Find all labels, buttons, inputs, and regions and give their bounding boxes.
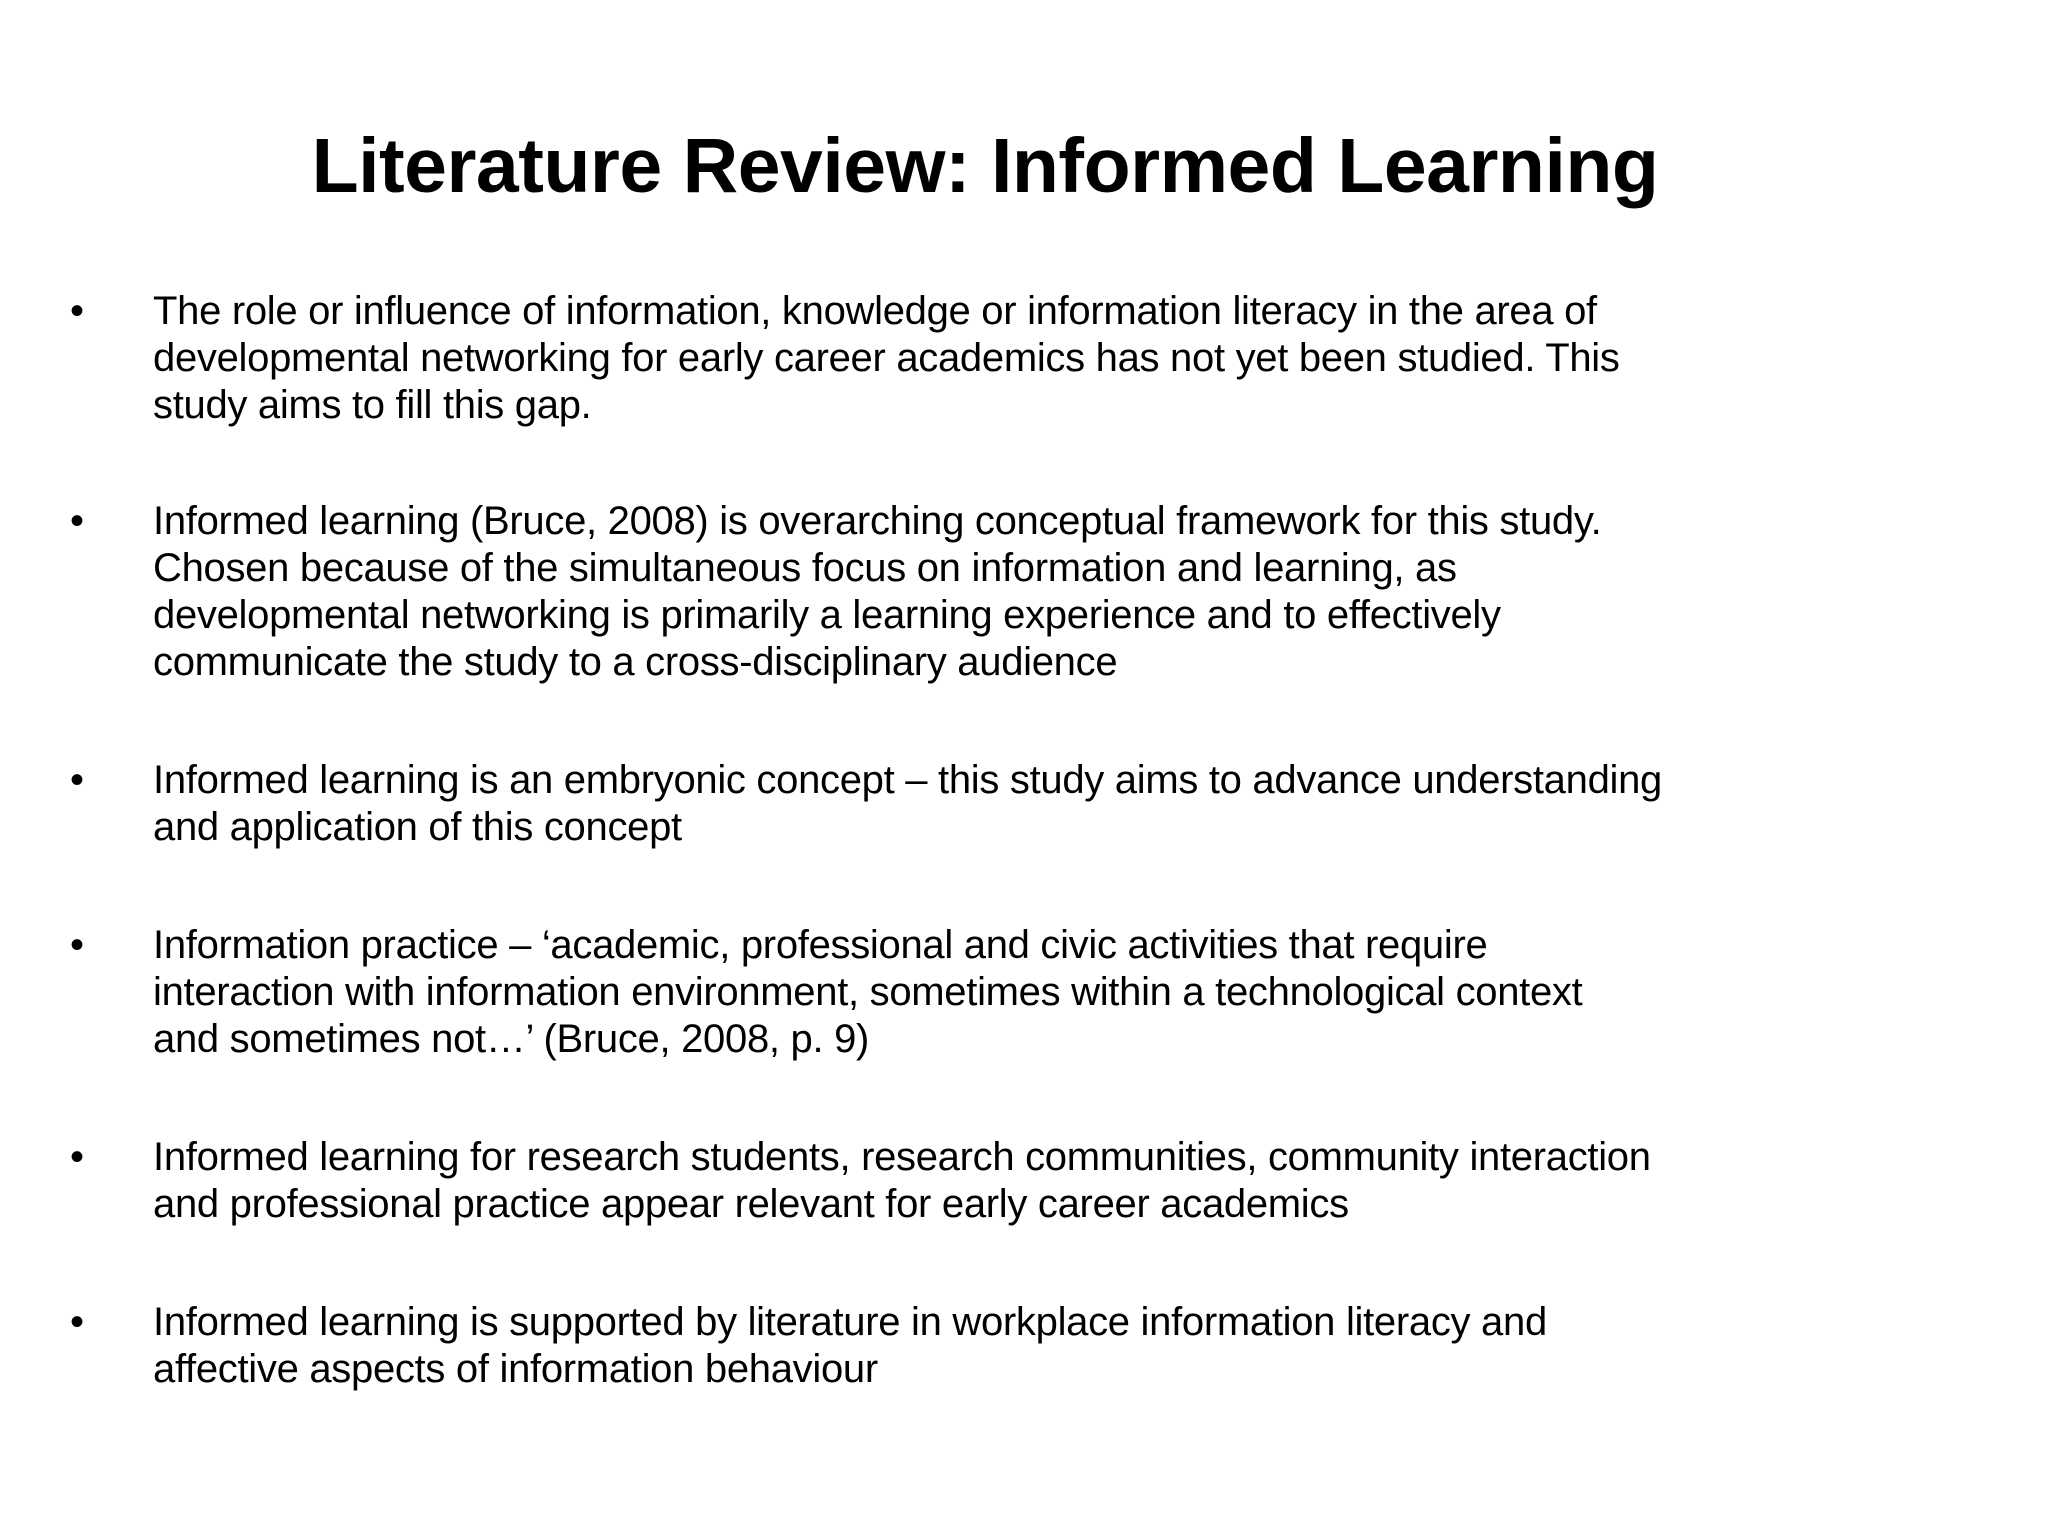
bullet-text-line: affective aspects of information behaviour [153, 1347, 878, 1391]
bullet-text-line: Informed learning is supported by literature in workplace information literacy and [153, 1300, 1547, 1344]
slide-title: Literature Review: Informed Learning [311, 123, 1659, 209]
bullet-text-line: study aims to fill this gap. [153, 383, 592, 427]
bullet-text-line: Chosen because of the simultaneous focus on information and learning, as [153, 546, 1457, 590]
bullet-text-line: and professional practice appear relevant for early career academics [153, 1182, 1349, 1226]
bullet-marker: • [70, 1135, 85, 1179]
bullet-marker: • [70, 499, 85, 543]
bullet-marker: • [70, 289, 85, 333]
bullet-text-line: Informed learning is an embryonic concept – this study aims to advance understanding [153, 758, 1663, 802]
bullet-text-line: developmental networking for early career academics has not yet been studied. This [153, 336, 1620, 380]
bullet-text-line: and sometimes not…’ (Bruce, 2008, p. 9) [153, 1017, 870, 1061]
bullet-text-line: developmental networking is primarily a learning experience and to effectively [153, 593, 1501, 637]
bullet-text-line: Informed learning (Bruce, 2008) is overarching conceptual framework for this study. [153, 499, 1602, 543]
bullet-text-line: Information practice – ‘academic, professional and civic activities that require [153, 923, 1488, 967]
bullet-text-line: Informed learning for research students, research communities, community interaction [153, 1135, 1651, 1179]
bullet-marker: • [70, 1300, 85, 1344]
bullet-marker: • [70, 923, 85, 967]
bullet-text-line: The role or influence of information, knowledge or information literacy in the area of [153, 289, 1597, 333]
bullet-marker: • [70, 758, 85, 802]
bullet-text-line: communicate the study to a cross-disciplinary audience [153, 640, 1118, 684]
bullet-text-line: and application of this concept [153, 805, 682, 849]
bullet-text-line: interaction with information environment, sometimes within a technological context [153, 970, 1583, 1014]
